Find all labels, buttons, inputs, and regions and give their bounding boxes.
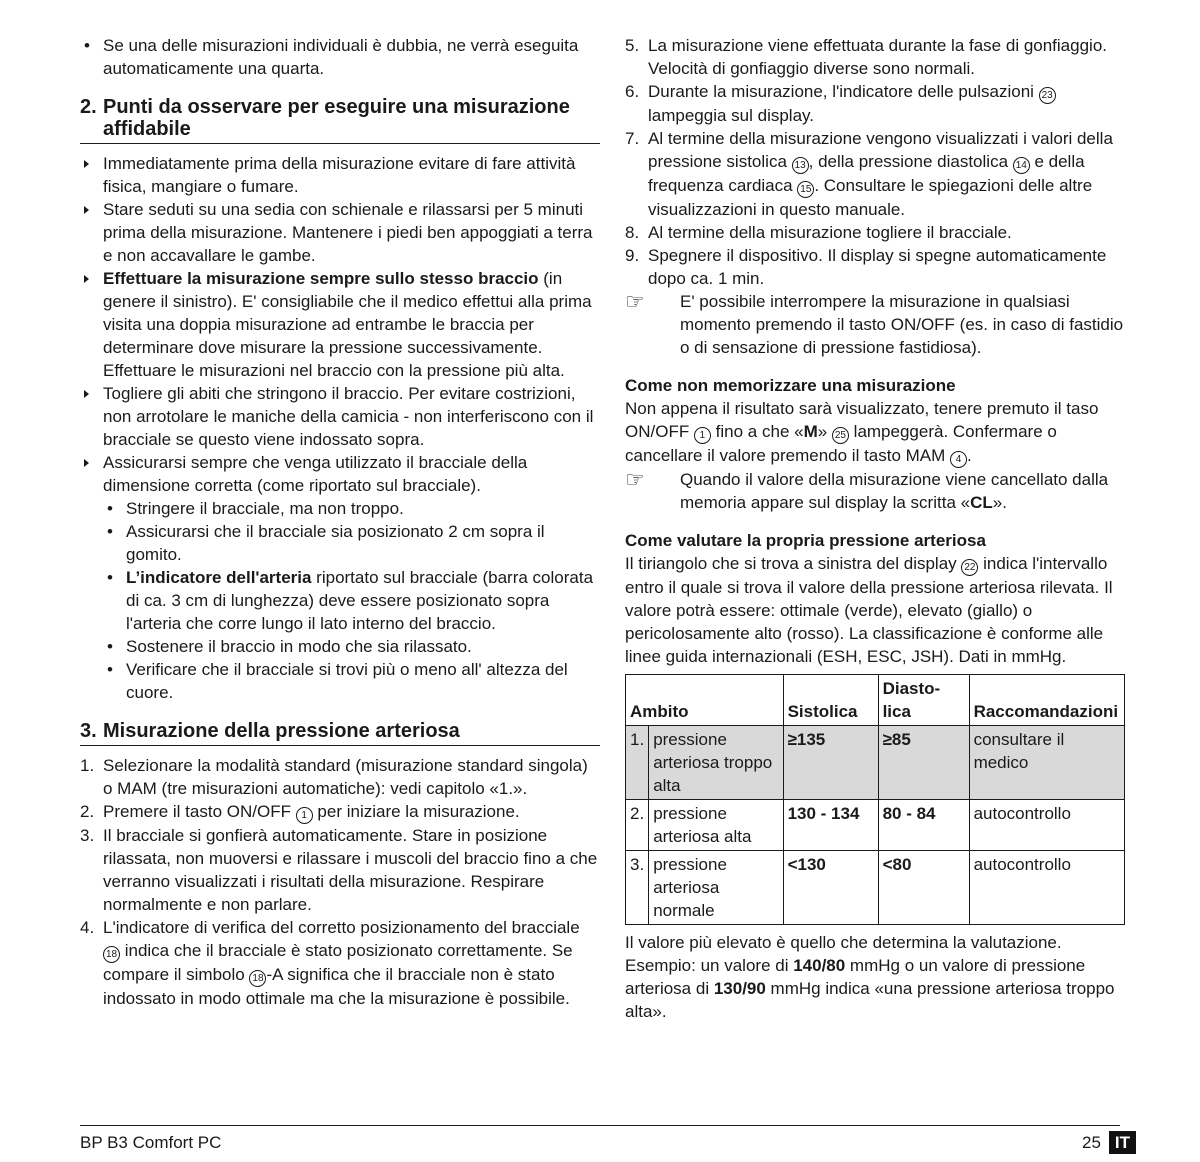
- list-item: Togliere gli abiti che stringono il braccio. Per evitare costrizioni, non arrotolare le maniche della camicia - non interferiscono con il bracciale se questo viene indossato sopra.: [80, 382, 600, 451]
- note-cleared: ☞ Quando il valore della misurazione viene cancellato dalla memoria appare sul display la scritta «CL».: [625, 467, 1109, 512]
- column-header: Diasto-lica: [878, 675, 969, 726]
- sub-list-item: • L’indicatore dell'arteria riportato sul bracciale (barra colorata di ca. 3 cm di lunghezza) deve essere posizionato sopra l'arteria che corre lungo il lato interno del braccio.: [103, 566, 600, 635]
- section-2-list: [80, 152, 600, 704]
- section-3-heading: 3. Misurazione della pressione arteriosa: [80, 720, 600, 746]
- step-item: 4. L'indicatore di verifica del corretto posizionamento del bracciale 18 indica che il bracciale è stato posizionato correttamente. Se compare il simbolo 18 -A significa che il bracciale non è stato indossato in modo ottimale ma che la misurazione è possibile.: [80, 918, 580, 1008]
- sub-list-item: • Verificare che il bracciale si trovi più o meno all' altezza del cuore.: [103, 658, 600, 704]
- intro-bullet: • Se una delle misurazioni individuali è dubbia, ne verrà eseguita automaticamente una quarta.: [80, 34, 600, 80]
- step-item: 5. La misurazione viene effettuata durante la fase di gonfiaggio. Velocità di gonfiaggio diverse sono normali.: [625, 36, 1107, 78]
- table-header-row: [626, 675, 1125, 726]
- ref-18-icon: 18: [103, 946, 120, 963]
- paragraph-after-table-1: Il valore più elevato è quello che determina la valutazione.: [625, 933, 1062, 952]
- ref-4-icon: 4: [950, 451, 967, 468]
- footer-divider: [80, 1125, 1120, 1126]
- sub-list-item: • Sostenere il braccio in modo che sia rilassato.: [103, 635, 600, 658]
- footer-page: [1082, 1131, 1136, 1154]
- note-interrupt: ☞ E' possibile interrompere la misurazione in qualsiasi momento premendo il tasto ON/OFF (es. in caso di fastidio o di sensazione di pressione fastidiosa).: [625, 289, 1124, 357]
- sub-list-item: • Assicurarsi che il bracciale sia posizionato 2 cm sopra il gomito.: [103, 520, 600, 566]
- pointing-hand-icon: ☞: [625, 289, 645, 314]
- column-header: Ambito: [626, 675, 784, 726]
- column-header: Sistolica: [783, 675, 878, 726]
- classification-table: [625, 674, 1125, 925]
- paragraph-after-table-2: Esempio: un valore di 140/80 mmHg o un valore di pressione arteriosa di 130/90 mmHg indica «una pressione arteriosa troppo alta».: [625, 956, 1115, 1021]
- footer-product-title: BP B3 Comfort PC: [80, 1133, 222, 1152]
- step-item: 7. Al termine della misurazione vengono visualizzati i valori della pressione sistolica 13 , della pressione diastolica 14 e della frequenza cardiaca 15 . Consultare le spiegazioni delle altre visualizzazioni in questo manuale.: [625, 129, 1113, 219]
- ref-15-icon: 15: [797, 181, 814, 198]
- section-2-heading: 2. Punti da osservare per eseguire una misurazione affidabile: [80, 96, 600, 144]
- section-3-steps-cont: [625, 34, 1125, 290]
- sub-list-item: • Stringere il bracciale, ma non troppo.: [103, 497, 600, 520]
- ref-23-icon: 23: [1039, 87, 1056, 104]
- step-item: 1. Selezionare la modalità standard (misurazione standard singola) o MAM (tre misurazioni automatiche): vedi capitolo «1.».: [80, 756, 588, 798]
- ref-18-icon: 18: [249, 970, 266, 987]
- list-item: Immediatamente prima della misurazione evitare di fare attività fisica, mangiare o fumare.: [80, 152, 600, 198]
- paragraph-no-memory: Non appena il risultato sarà visualizzato, tenere premuto il taso ON/OFF 1 fino a che «M» 25 lampeggerà. Confermare o cancellare il valore premendo il tasto MAM 4 .: [625, 397, 1125, 468]
- heading-evaluation: Come valutare la propria pressione arteriosa: [625, 531, 986, 550]
- paragraph-evaluation: Il tiriangolo che si trova a sinistra del display 22 indica l'intervallo entro il quale si trova il valore della pressione arteriosa rilevata. Il valore potrà essere: ottimale (verde), elevato (giallo) o pericolosamente alto (rosso). La classificazione è conforme alle linee guida internazionali (ESH, ESC, JSH). Dati in mmHg.: [625, 554, 1113, 666]
- section-3-steps: [80, 754, 600, 1010]
- ref-13-icon: 13: [792, 157, 809, 174]
- step-item: 8. Al termine della misurazione togliere il bracciale.: [625, 223, 1012, 242]
- list-item: Stare seduti su una sedia con schienale e rilassarsi per 5 minuti prima della misurazione. Mantenere i piedi ben appoggiati a terra e non accavallare le gambe.: [80, 198, 600, 267]
- language-badge: IT: [1109, 1131, 1136, 1154]
- pointing-hand-icon: ☞: [625, 467, 645, 492]
- list-item: Effettuare la misurazione sempre sullo stesso braccio (in genere il sinistro). E' consigliabile che il medico effettui alla prima visita una doppia misurazione ad entrambe le braccia per determinare dove misurare la pressione successivamente. Effettuare le misurazioni nel braccio con la pressione più alta.: [80, 267, 600, 382]
- list-item: Assicurarsi sempre che venga utilizzato il bracciale della dimensione corretta (come riportato sul bracciale). • Stringere il bracciale, ma non troppo. • Assicurarsi che il bracciale sia posizionato 2 cm sopra il gomito. • L’indicatore dell'arteria riportato sul bracciale (barra colorata di ca. 3 cm di lunghezza) deve essere posizionato sopra l'arteria che corre lungo il lato interno del braccio. • Sostenere il braccio in modo che sia rilassato. • Verificare che il bracciale si trovi più o meno all' altezza del cuore.: [80, 451, 600, 704]
- left-column: [80, 34, 600, 1010]
- heading-no-memory: Come non memorizzare una misurazione: [625, 376, 956, 395]
- right-column: [625, 34, 1125, 1023]
- ref-1-icon: 1: [694, 427, 711, 444]
- step-item: 9. Spegnere il dispositivo. Il display si spegne automaticamente dopo ca. 1 min.: [625, 246, 1107, 288]
- intro-list: [80, 34, 600, 80]
- table-row: 3. pressione arteriosa normale <130 <80 autocontrollo: [626, 851, 1125, 925]
- ref-22-icon: 22: [961, 559, 978, 576]
- ref-1-icon: 1: [296, 807, 313, 824]
- ref-14-icon: 14: [1013, 157, 1030, 174]
- table-row: 2. pressione arteriosa alta 130 - 134 80 - 84 autocontrollo: [626, 800, 1125, 851]
- step-item: 2. Premere il tasto ON/OFF 1 per iniziare la misurazione.: [80, 800, 600, 824]
- column-header: Raccomandazioni: [969, 675, 1124, 726]
- ref-25-icon: 25: [832, 427, 849, 444]
- page-number: 25: [1082, 1133, 1101, 1152]
- table-row: 1. pressione arteriosa troppo alta ≥135 ≥85 consultare il medico: [626, 726, 1125, 800]
- step-item: 3. Il bracciale si gonfierà automaticamente. Stare in posizione rilassata, non muoversi e rilassare i muscoli del braccio fino a che verranno visualizzati i risultati della misurazione. Respirare normalmente e non parlare.: [80, 826, 598, 914]
- step-item: 6. Durante la misurazione, l'indicatore delle pulsazioni 23 lampeggia sul display.: [625, 80, 1125, 127]
